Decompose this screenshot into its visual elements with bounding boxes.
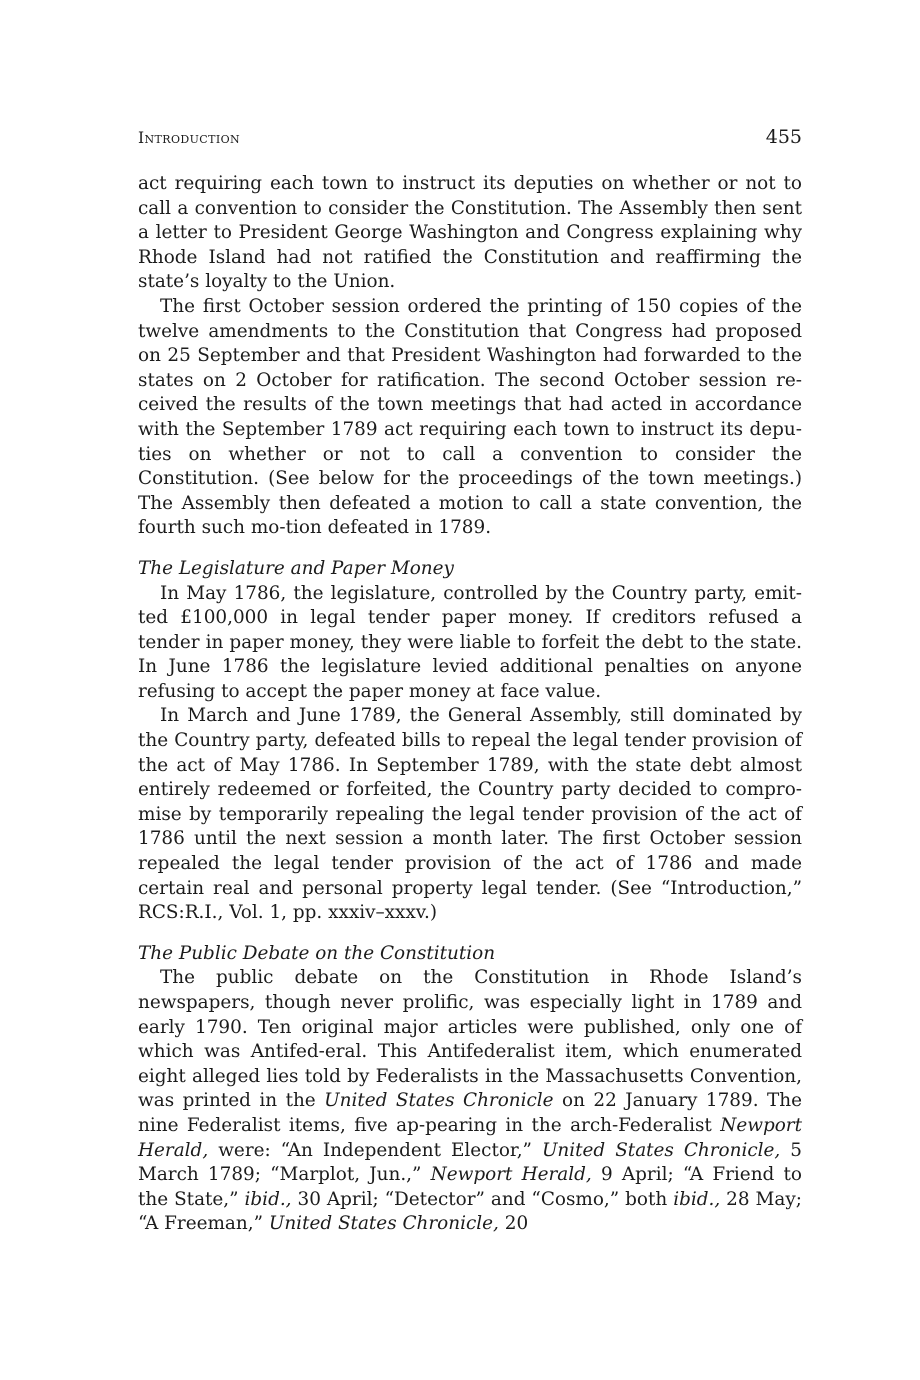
paragraph-2: The first October session ordered the printing of 150 copies of the twelve amendments to the Constitution that Congress had proposed on 25 September and that President Washington had forwarded to the states on 2 October for ratification. The second October session re-ceived the results of the town meetings that had acted in accordance with the September 1789 act requiring each town to instruct its depu-ties on whether or not to call a convention to consider the Constitution. (See below for the proceedings of the town meetings.) The Assembly then defeated a motion to call a state convention, the fourth such mo-tion defeated in 1789.: [138, 295, 802, 539]
text-run: 5 March 1789; “Marplot, Jun.,”: [138, 1139, 802, 1186]
section-heading-public-debate: The Public Debate on the Constitution: [138, 942, 496, 964]
paragraph-1: act requiring each town to instruct its deputies on whether or not to call a convention to consider the Constitution. The Assembly then sent a letter to President George Washington and Congress explaining why Rhode Island had not ratified the Constitution and reaffirming the state’s loyalty to the Union.: [138, 173, 802, 293]
page-number: 455: [765, 126, 802, 148]
text-run: 30 April; “Detector” and “Cosmo,” both: [297, 1188, 668, 1210]
ibid-reference: ibid.,: [673, 1188, 721, 1210]
newspaper-title: United States Chronicle: [324, 1090, 554, 1112]
ibid-reference: ibid.,: [244, 1188, 292, 1210]
text-run: 20: [504, 1213, 529, 1235]
text-run: were: “An Independent Elector,”: [218, 1139, 532, 1161]
text-run: 28 May; “A Freeman,”: [138, 1188, 802, 1235]
document-page: [138, 118, 802, 1237]
newspaper-title: United States Chronicle,: [268, 1213, 499, 1235]
paragraph-3: In May 1786, the legislature, controlled by the Country party, emit-ted £100,000 in legal tender paper money. If creditors refused a tender in paper money, they were liable to forfeit the debt to the state. In June 1786 the legislature levied additional penalties on anyone refusing to accept the paper money at face value.: [138, 582, 802, 702]
running-title: Introduction: [138, 129, 241, 147]
newspaper-title: United States Chronicle,: [541, 1139, 781, 1161]
text-run: on 22 January 1789. The nine Federalist items, five ap-pearing in the arch-Federalist: [138, 1090, 802, 1136]
newspaper-title: Newport Herald,: [430, 1164, 592, 1186]
running-head: [138, 118, 802, 158]
newspaper-title: Newport Herald,: [138, 1114, 802, 1161]
text-run: The public debate on the Constitution in Rhode Island’s newspapers, though never prolific, was especially light in 1789 and early 1790. Ten original major articles were published, only one of which was Antifed-eral. This Antifederalist item, which enumerated eight alleged lies told by Federalists in the Massachusetts Convention, was printed in the: [138, 967, 802, 1112]
paragraph-4: In March and June 1789, the General Assembly, still dominated by the Country party, defeated bills to repeal the legal tender provision of the act of May 1786. In September 1789, with the state debt almost entirely redeemed or forfeited, the Country party decided to compro-mise by temporarily repealing the legal tender provision of the act of 1786 until the next session a month later. The first October session repealed the legal tender provision of the act of 1786 and made certain real and personal property legal tender. (See “Introduction,” RCS:R.I., Vol. 1, pp. xxxiv–xxxv.): [138, 705, 802, 924]
paragraph-5: [138, 966, 802, 1237]
section-heading-paper-money: The Legislature and Paper Money: [138, 557, 454, 579]
text-run: 9 April; “A Friend to the State,”: [138, 1164, 802, 1210]
